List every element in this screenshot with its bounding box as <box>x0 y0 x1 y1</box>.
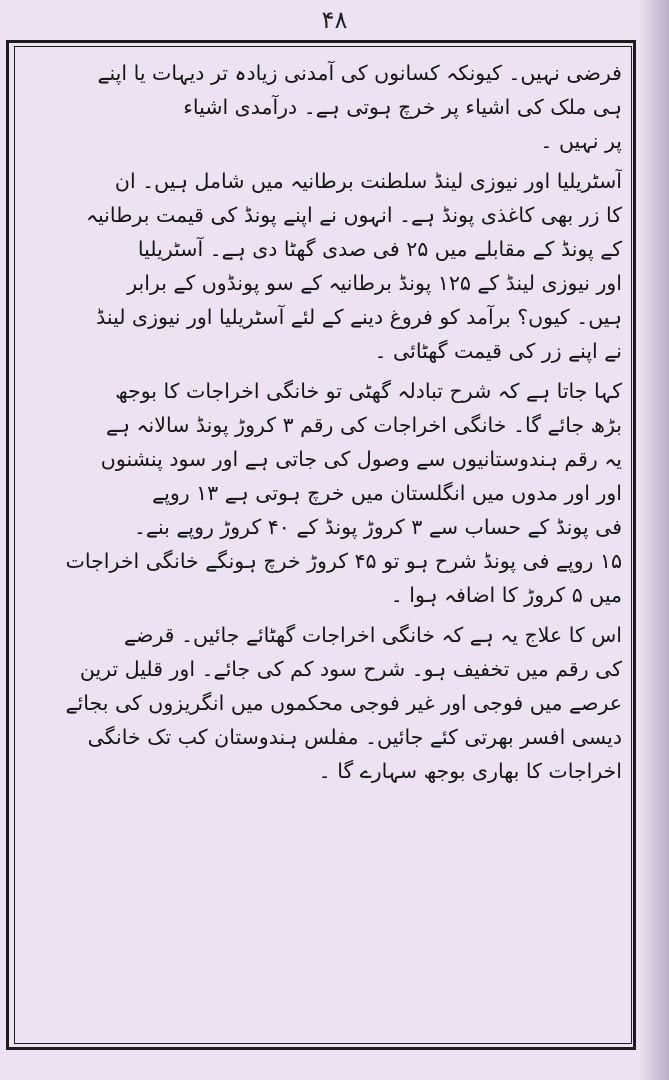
text-line: کی رقم میں تخفیف ہو۔ شرح سود کم کی جائے۔ اور قلیل ترین <box>79 657 622 681</box>
text-line: عرصے میں فوجی اور غیر فوجی محکموں میں انگریزوں کی بجائے <box>65 691 622 715</box>
text-line: دیسی افسر بھرتی کئے جائیں۔ مفلس ہندوستان کب تک خانگی <box>87 725 622 749</box>
text-line: میں ۵ کروڑ کا اضافہ ہوا ۔ <box>390 583 622 607</box>
text-line: پر نہیں ۔ <box>540 129 622 153</box>
text-line: اخراجات کا بھاری بوجھ سہارے گا ۔ <box>318 759 622 783</box>
text-line: فرضی نہیں۔ کیونکہ کسانوں کی آمدنی زیادہ تر دیہات یا اپنے <box>97 61 622 85</box>
page-edge-shadow <box>639 0 669 1080</box>
text-line: کہا جاتا ہے کہ شرح تبادلہ گھٹی تو خانگی اخراجات کا بوجھ <box>115 379 622 403</box>
text-line: بڑھ جائے گا۔ خانگی اخراجات کی رقم ۳ کروڑ پونڈ سالانہ ہے <box>106 413 622 437</box>
text-line: اور نیوزی لینڈ کے ۱۲۵ پونڈ برطانیہ کے سو پونڈوں کے برابر <box>127 271 622 295</box>
text-line: نے اپنے زر کی قیمت گھٹائی ۔ <box>374 339 622 363</box>
text-line: فی پونڈ کے حساب سے ۳ کروڑ پونڈ کے ۴۰ کروڑ روپے بنے۔ <box>133 515 622 539</box>
text-line: ہیں۔ کیوں؟ برآمد کو فروغ دینے کے لئے آسٹریلیا اور نیوزی لینڈ <box>96 305 622 329</box>
text-line: یہ رقم ہندوستانیوں سے وصول کی جاتی ہے اور سود پنشنوں <box>100 447 622 471</box>
text-line: ہی ملک کی اشیاء پر خرچ ہوتی ہے۔ درآمدی اشیاء <box>183 95 622 119</box>
text-line: کے پونڈ کے مقابلے میں ۲۵ فی صدی گھٹا دی ہے۔ آسٹریلیا <box>137 237 622 261</box>
text-line: اور اور مدوں میں انگلستان میں خرچ ہوتی ہے ۱۳ روپے <box>152 481 622 505</box>
text-line: آسٹریلیا اور نیوزی لینڈ سلطنت برطانیہ میں شامل ہیں۔ ان <box>114 169 622 193</box>
text-line: کا زر بھی کاغذی پونڈ ہے۔ انہوں نے اپنے پونڈ کی قیمت برطانیہ <box>85 203 622 227</box>
text-line: ۱۵ روپے فی پونڈ شرح ہو تو ۴۵ کروڑ خرچ ہونگے خانگی اخراجات <box>65 549 622 573</box>
page-text <box>26 56 622 788</box>
page-number: ۴۸ <box>321 6 348 34</box>
text-line: اس کا علاج یہ ہے کہ خانگی اخراجات گھٹائے جائیں۔ قرضے <box>123 623 622 647</box>
